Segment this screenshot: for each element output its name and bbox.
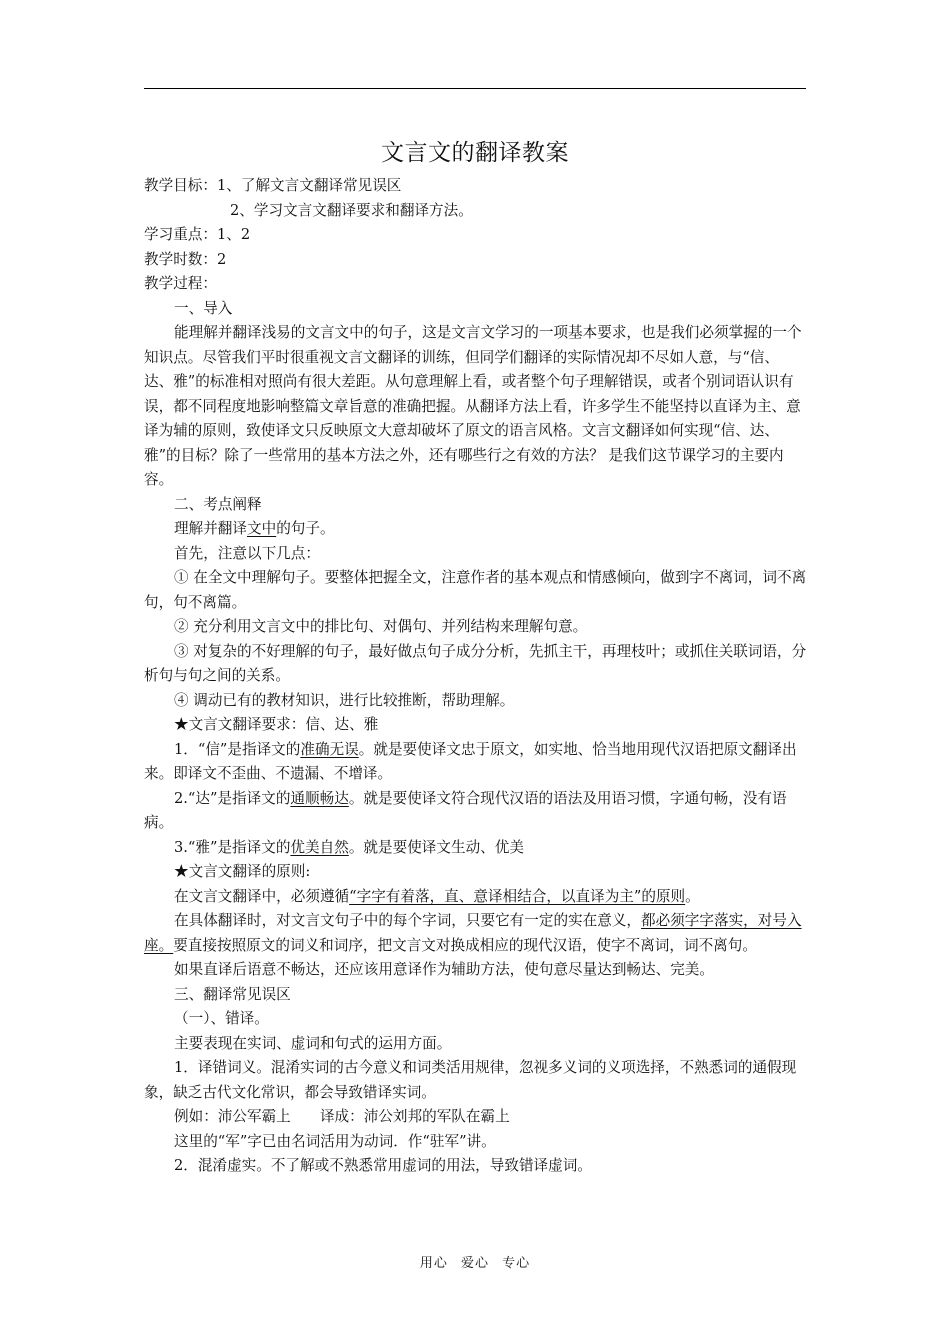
text-span: 1．“信”是指译文的 [174, 740, 301, 758]
goal-1: 1、了解文言文翻译常见误区 [216, 177, 402, 194]
goal-line [144, 174, 808, 199]
paragraph [144, 787, 808, 836]
paragraph: 主要表现在实词、虚词和句式的运用方面。 [174, 1034, 452, 1052]
text-span: 。 [685, 887, 700, 905]
list-item: ① 在全文中理解句子。要整体把握全文，注意作者的基本观点和情感倾向，做到字不离词，词不离句，句不离篇。 [144, 569, 807, 611]
text-span: 在具体翻译时，对文言文句子中的每个字词，只要它有一定的实在意义， [174, 912, 642, 929]
paragraph [144, 836, 808, 861]
paragraph: 2．混淆虚实。不了解或不熟悉常用虚词的用法，导致错译虚词。 [174, 1157, 592, 1174]
list-item: ② 充分利用文言文中的排比句、对偶句、并列结构来理解句意。 [174, 618, 588, 635]
process-line: 教学过程： [144, 275, 217, 292]
page-footer: 用心 爱心 专心 [419, 1256, 531, 1271]
header-rule [144, 88, 806, 89]
paragraph: 如果直译后语意不畅达，还应该用意译作为辅助方法，使句意尽量达到畅达、完美。 [174, 961, 714, 978]
paragraph: 1．译错词义。混淆实词的古今意义和词类活用规律，忽视多义词的义项选择，不熟悉词的通假现象，缺乏古代文化常识，都会导致错译实词。 [144, 1059, 797, 1101]
paragraph [144, 738, 808, 787]
text-span: 。就是要使译文生动、优美 [348, 838, 524, 856]
underlined-text: 都必须字字落实，对号入座。 [144, 912, 802, 954]
paragraph: 这里的“军”字已由名词活用为动词．作“驻军”讲。 [174, 1132, 496, 1150]
hours-line: 教学时数：2 [144, 250, 227, 268]
paragraph [144, 517, 808, 542]
text-span: 要直接按照原文的词义和词序，把文言文对换成相应的现代汉语，使字不离词，词不离句。 [173, 936, 757, 954]
subsection-heading: ★文言文翻译的原则: [174, 863, 311, 880]
paragraph: 首先，注意以下几点： [174, 544, 320, 562]
document-body [144, 174, 808, 1179]
paragraph [144, 909, 808, 958]
underlined-text: 优美自然 [290, 838, 349, 856]
focus-line: 学习重点：1、2 [144, 226, 251, 243]
underlined-text: 准确无误 [300, 740, 359, 758]
subsection-heading: （一）、错译。 [174, 1010, 269, 1027]
goal-2: 2、学习文言文翻译要求和翻译方法。 [230, 201, 473, 219]
underlined-text: “字字有着落，直、意译相结合，以直译为主”的原则 [349, 887, 686, 905]
list-item: ④ 调动已有的教材知识，进行比较推断，帮助理解。 [174, 691, 515, 709]
document-title: 文言文的翻译教案 [381, 140, 569, 166]
text-span: 2.“达”是指译文的 [174, 789, 291, 807]
section-heading: 三、翻译常见误区 [174, 985, 291, 1003]
text-span: 3.“雅”是指译文的 [174, 838, 291, 856]
example-line: 例如：沛公军霸上 译成：沛公刘邦的军队在霸上 [174, 1108, 510, 1125]
paragraph: 能理解并翻译浅易的文言文中的句子，这是文言文学习的一项基本要求，也是我们必须掌握的一个知识点。尽管我们平时很重视文言文翻译的训练，但同学们翻译的实际情况却不尽如人意，与“信、达、雅”的标准相对照尚有很大差距。从句意理解上看，或者整个句子理解错误，或者个别词语认识有误，都不同程度地影响整篇文章旨意的准确把握。从翻译方法上看，许多学生不能坚持以直译为主、意译为辅的原则，致使译文只反映原文大意却破坏了原文的语言风格。文言文翻译如何实现“信、达、雅”的目标？除了一些常用的基本方法之外，还有哪些行之有效的方法？ 是我们这节课学习的主要内容。 [144, 324, 802, 488]
text-span: 理解并翻译 [174, 520, 247, 537]
section-heading: 二、考点阐释 [174, 495, 262, 513]
underlined-text: 文中 [246, 520, 277, 537]
goal-label: 教学目标： [144, 177, 217, 194]
text-span: 在文言文翻译中，必须遵循 [174, 887, 350, 905]
section-heading: 一、导入 [174, 299, 233, 317]
text-span: 的句子。 [276, 520, 335, 537]
text-span: 。就是要使译文忠于原文，如实地、恰当地用现代汉语把原文翻译出来。即译文不歪曲、不遗漏、不增译。 [144, 740, 797, 782]
subsection-heading: ★文言文翻译要求：信、达、雅 [174, 716, 379, 733]
text-span: 。就是要使译文符合现代汉语的语法及用语习惯，字通句畅，没有语病。 [144, 789, 787, 831]
underlined-text: 通顺畅达 [290, 789, 349, 807]
list-item: ③ 对复杂的不好理解的句子，最好做点句子成分分析，先抓主干，再理枝叶；或抓住关联词语，分析句与句之间的关系。 [144, 642, 807, 684]
paragraph [144, 885, 808, 910]
